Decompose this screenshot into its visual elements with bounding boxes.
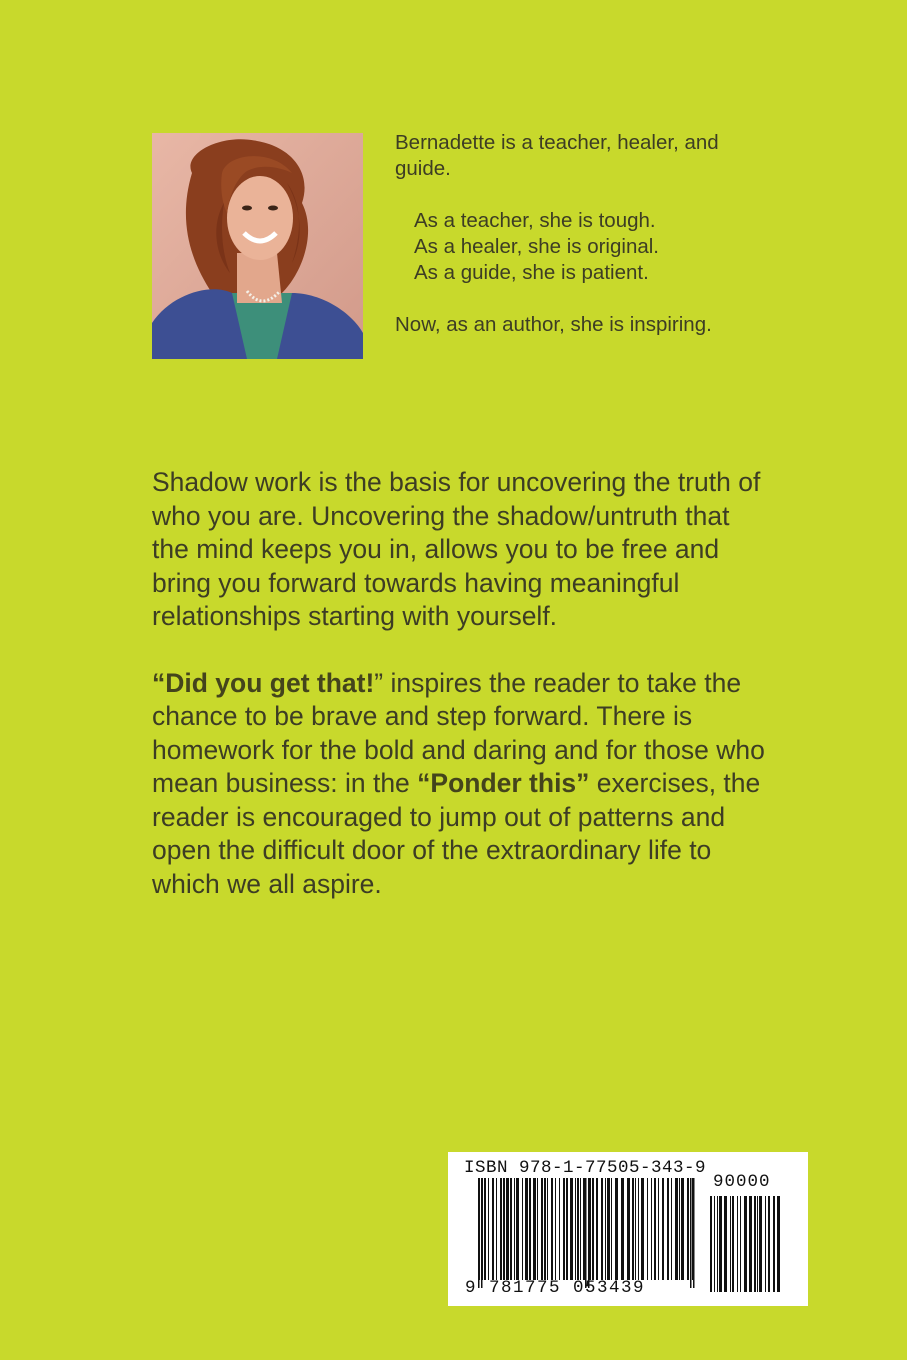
- barcode-bar: [749, 1196, 752, 1292]
- barcode-bar: [638, 1178, 639, 1280]
- barcode-bar: [692, 1178, 693, 1280]
- bio-role-teacher: As a teacher, she is tough.: [414, 209, 656, 232]
- barcode-bar: [744, 1196, 747, 1292]
- barcode-bar: [710, 1196, 712, 1292]
- barcode-bar: [506, 1178, 509, 1280]
- addon-code: 90000: [713, 1172, 771, 1192]
- barcode-bar: [607, 1178, 610, 1280]
- barcode-bar: [605, 1178, 606, 1280]
- bio-role-guide: As a guide, she is patient.: [414, 261, 649, 284]
- barcode-bar: [768, 1196, 770, 1292]
- barcode-bar: [541, 1178, 543, 1280]
- barcode-bar: [533, 1178, 536, 1280]
- barcode-bar: [537, 1178, 538, 1280]
- isbn-label: ISBN 978-1-77505-343-9: [464, 1158, 707, 1178]
- barcode-bar: [566, 1178, 568, 1280]
- barcode-bar: [503, 1178, 505, 1280]
- blurb-p2-part1: ” inspires the reader to take the chance to be brave and step forward. There is homework for the bold and daring and for those who mean business: in the: [152, 667, 765, 798]
- barcode-bar: [681, 1178, 684, 1280]
- barcode-bar: [658, 1178, 659, 1280]
- barcode-bar: [737, 1196, 738, 1292]
- barcode-bar: [529, 1178, 531, 1280]
- barcode-bar: [679, 1178, 680, 1280]
- barcode-bar: [615, 1178, 618, 1280]
- barcode-bar: [522, 1178, 523, 1280]
- barcode-bar: [641, 1178, 644, 1280]
- barcode-bar: [740, 1196, 741, 1292]
- barcode-guard-bar: [481, 1178, 483, 1288]
- barcode-guard-bar: [585, 1178, 587, 1288]
- barcode-bar: [647, 1178, 648, 1280]
- bio-closing: Now, as an author, she is inspiring.: [395, 313, 712, 336]
- barcode-bar: [484, 1178, 486, 1280]
- ean-digits: 9 781775 053439: [465, 1278, 646, 1298]
- barcode-guard-bar: [693, 1178, 695, 1288]
- barcode-bar: [759, 1196, 762, 1292]
- book-blurb: [152, 466, 772, 901]
- bio-roles: [395, 208, 775, 286]
- barcode-guard-bar: [690, 1178, 692, 1288]
- barcode-bar: [547, 1178, 548, 1280]
- book-title-quote: “Did you get that!: [152, 667, 375, 698]
- bio-role-healer: As a healer, she is original.: [414, 235, 659, 258]
- barcode-bar: [687, 1178, 689, 1280]
- blurb-p2-part2: exercises, the reader is encouraged to jump out of patterns and open the difficult door of the extraordinary life to which we all aspire.: [152, 768, 761, 899]
- blurb-paragraph-2: [152, 667, 772, 902]
- author-photo: [152, 133, 363, 359]
- exercise-name: “Ponder this”: [417, 768, 590, 798]
- barcode-bar: [559, 1178, 560, 1280]
- author-portrait-image: [152, 133, 363, 359]
- barcode-bar: [730, 1196, 731, 1292]
- bio-intro: Bernadette is a teacher, healer, and guide.: [395, 131, 719, 180]
- barcode-bar: [514, 1178, 515, 1280]
- barcode-bar: [627, 1178, 630, 1280]
- barcode-bar: [492, 1178, 494, 1280]
- barcode-bar: [719, 1196, 722, 1292]
- barcode-bar: [510, 1178, 512, 1280]
- barcode-bar: [632, 1178, 634, 1280]
- barcode-bar: [671, 1178, 672, 1280]
- barcode-bar: [563, 1178, 565, 1280]
- barcode-bar: [777, 1196, 780, 1292]
- barcode-bar: [675, 1178, 678, 1280]
- barcode-bar: [621, 1178, 624, 1280]
- barcode-bar: [611, 1178, 612, 1280]
- barcode-bar: [635, 1178, 636, 1280]
- barcode-bar: [754, 1196, 756, 1292]
- barcode-bar: [496, 1178, 497, 1280]
- barcode-bar: [577, 1178, 579, 1280]
- barcode-bar: [714, 1196, 715, 1292]
- barcode-bar: [596, 1178, 598, 1280]
- author-bio: [395, 130, 775, 338]
- barcode-bar: [580, 1178, 581, 1280]
- barcode-bar: [601, 1178, 603, 1280]
- barcode-bar: [516, 1178, 519, 1280]
- barcode-bar: [773, 1196, 775, 1292]
- barcode-bar: [488, 1178, 489, 1280]
- barcode-bar: [667, 1178, 669, 1280]
- barcode-bar: [500, 1178, 502, 1280]
- barcode-bar: [732, 1196, 734, 1292]
- barcode-bar: [555, 1178, 556, 1280]
- barcode-bar: [544, 1178, 546, 1280]
- barcode-bar: [651, 1178, 652, 1280]
- barcode-bar: [724, 1196, 727, 1292]
- barcode-bar: [717, 1196, 718, 1292]
- barcode-guard-bar: [478, 1178, 480, 1288]
- barcode-bar: [654, 1178, 656, 1280]
- barcode-bar: [551, 1178, 553, 1280]
- isbn-barcode-box: [448, 1152, 808, 1306]
- blurb-paragraph-1: Shadow work is the basis for uncovering the truth of who you are. Uncovering the shadow/untruth that the mind keeps you in, allows you to be free and bring you forward towards having meaningful relationships starting with yourself.: [152, 467, 761, 631]
- barcode-bar: [575, 1178, 576, 1280]
- barcode-guard-bar: [588, 1178, 590, 1288]
- barcode-bar: [592, 1178, 594, 1280]
- barcode-bar: [570, 1178, 573, 1280]
- barcode-bar: [662, 1178, 664, 1280]
- barcode-bar: [757, 1196, 758, 1292]
- barcode-bar: [765, 1196, 766, 1292]
- barcode-bar: [525, 1178, 528, 1280]
